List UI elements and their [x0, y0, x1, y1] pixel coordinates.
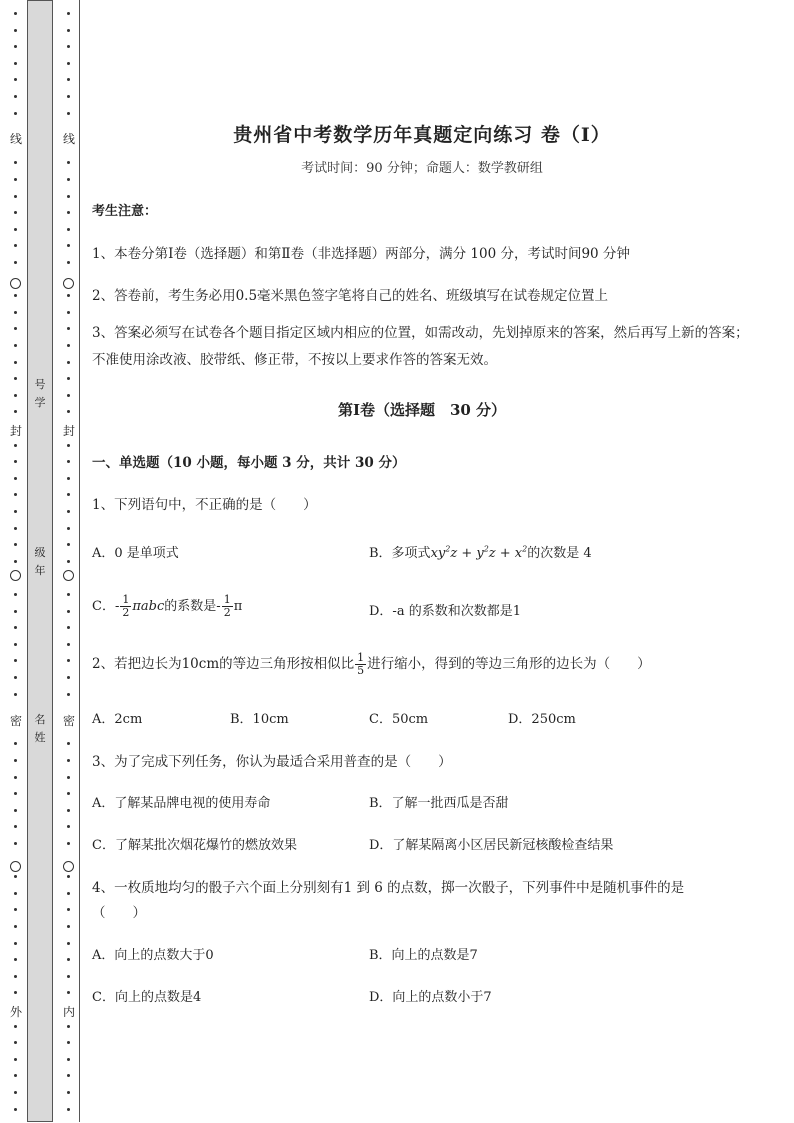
cut-line-dot: [67, 311, 70, 314]
question-2-stem: [92, 652, 651, 677]
cut-line-dot: [67, 925, 70, 928]
cut-line-dot: [14, 1025, 17, 1028]
cut-line-dot: [67, 543, 70, 546]
notice-item-1: 1、本卷分第Ⅰ卷（选择题）和第Ⅱ卷（非选择题）两部分，满分 100 分，考试时间90 分钟: [92, 246, 630, 262]
cut-line-dot: [14, 261, 17, 264]
cut-line-dot: [14, 560, 17, 563]
cut-line-dot: [67, 95, 70, 98]
question-1-option-d: D．-a 的系数和次数都是1: [369, 604, 521, 619]
cut-line-dot: [14, 493, 17, 496]
question-1-option-b: [369, 542, 592, 561]
cut-line-dot: [67, 991, 70, 994]
cut-line-dot: [67, 825, 70, 828]
label-grade-2: 年: [34, 564, 46, 577]
q2-stem-suffix: 进行缩小，得到的等边三角形的边长为（ ）: [367, 656, 651, 672]
cut-line-dot: [14, 1091, 17, 1094]
cut-line-dot: [14, 1041, 17, 1044]
cut-line-dot: [67, 211, 70, 214]
label-name-1: 名: [34, 713, 46, 726]
cut-line-dot: [67, 477, 70, 480]
question-2-option-d: D．250cm: [508, 712, 576, 727]
cut-line-dot: [14, 410, 17, 413]
cut-line-dot: [14, 809, 17, 812]
part-heading: 一、单选题（10 小题，每小题 3 分，共计 30 分）: [92, 455, 406, 471]
cut-line-dot: [67, 244, 70, 247]
cut-line-dot: [14, 327, 17, 330]
cut-line-dot: [67, 410, 70, 413]
cut-line-dot: [14, 510, 17, 513]
question-4-option-c: C．向上的点数是4: [92, 990, 202, 1005]
cut-line-dot: [14, 825, 17, 828]
cut-line-dot: [67, 460, 70, 463]
notice-heading: 考生注意：: [92, 204, 158, 219]
cut-line-dot: [67, 78, 70, 81]
question-4-option-a: A．向上的点数大于0: [92, 948, 214, 963]
label-name-2: 姓: [34, 731, 46, 744]
cut-line-dot: [14, 1058, 17, 1061]
cut-line-dot: [14, 95, 17, 98]
cut-line-dot: [67, 908, 70, 911]
page-title: 贵州省中考数学历年真题定向练习 卷（Ⅰ）: [233, 124, 611, 146]
cut-line-dot: [14, 477, 17, 480]
cut-line-dot: [14, 45, 17, 48]
cut-line-dot: [67, 593, 70, 596]
cut-line-dot: [67, 942, 70, 945]
cut-line-dot: [14, 908, 17, 911]
q1-b-suffix: 的次数是 4: [527, 546, 592, 561]
cut-line-dot: [67, 842, 70, 845]
outer-dotted-cut-line: [9, 0, 23, 1123]
question-4-option-b: B．向上的点数是7: [369, 948, 478, 963]
cut-line-dot: [67, 195, 70, 198]
cut-line-dot: [14, 892, 17, 895]
cut-line-dot: [14, 112, 17, 115]
cut-line-dot: [14, 610, 17, 613]
cut-line-dot: [14, 759, 17, 762]
cut-line-dot: [14, 1108, 17, 1111]
cut-line-dot: [14, 776, 17, 779]
cut-line-dot: [67, 809, 70, 812]
cut-line-dot: [67, 62, 70, 65]
cut-line-dot: [67, 493, 70, 496]
question-4-stem-line-2: （ ）: [92, 905, 146, 921]
notice-item-2: 2、答卷前，考生务必用0.5毫米黑色签字笔将自己的姓名、班级填写在试卷规定位置上: [92, 288, 609, 304]
question-4-stem-line-1: 4、一枚质地均匀的骰子六个面上分别刻有1 到 6 的点数，掷一次骰子，下列事件中是随机事件的是: [92, 880, 685, 896]
cut-line-dot: [14, 991, 17, 994]
cut-line-dot: [14, 294, 17, 297]
label-grade-1: 级: [34, 546, 46, 559]
label-student-no-1: 号: [34, 378, 46, 391]
question-2-option-c: C．50cm: [369, 712, 429, 727]
question-3-option-c: C．了解某批次烟花爆竹的燃放效果: [92, 838, 297, 853]
cut-line-dot: [67, 344, 70, 347]
cut-line-dot: [14, 527, 17, 530]
q2-ratio-fraction: $\frac{1}{5}$: [357, 651, 365, 677]
cut-line-dot: [14, 925, 17, 928]
cut-line-dot: [67, 875, 70, 878]
cut-line-dot: [67, 261, 70, 264]
cut-line-dot: [14, 344, 17, 347]
binding-hole-circle: [63, 570, 74, 581]
cut-line-dot: [67, 1108, 70, 1111]
inner-mark-secret: 密: [62, 714, 75, 728]
question-1-option-c: C．- $\frac{1}{2}$ πabc的系数是- $\frac{1}{2}$ π: [92, 593, 243, 619]
outer-mark-outside: 外: [9, 1005, 22, 1019]
cut-line-dot: [67, 45, 70, 48]
cut-line-dot: [67, 659, 70, 662]
binding-hole-circle: [10, 861, 21, 872]
cut-line-dot: [67, 643, 70, 646]
q1-c-prefix: C．: [92, 599, 115, 614]
cut-line-dot: [14, 593, 17, 596]
cut-line-dot: [14, 228, 17, 231]
cut-line-dot: [14, 211, 17, 214]
binding-hole-circle: [10, 278, 21, 289]
cut-line-dot: [14, 361, 17, 364]
cut-line-dot: [14, 244, 17, 247]
section-title: 第Ⅰ卷（选择题 30 分）: [337, 401, 507, 419]
inner-mark-line: 线: [62, 132, 75, 146]
margin-border-line: [79, 0, 80, 1122]
cut-line-dot: [14, 958, 17, 961]
cut-line-dot: [67, 1058, 70, 1061]
q1-b-prefix: B．多项式: [369, 546, 431, 561]
inner-mark-seal: 封: [62, 424, 75, 438]
cut-line-dot: [67, 1091, 70, 1094]
cut-line-dot: [67, 776, 70, 779]
cut-line-dot: [14, 311, 17, 314]
cut-line-dot: [67, 610, 70, 613]
cut-line-dot: [67, 742, 70, 745]
cut-line-dot: [67, 1041, 70, 1044]
outer-mark-seal: 封: [9, 424, 22, 438]
cut-line-dot: [67, 394, 70, 397]
outer-mark-line: 线: [9, 132, 22, 146]
cut-line-dot: [14, 742, 17, 745]
notice-item-3: 3、答案必须写在试卷各个题目指定区域内相应的位置，如需改动，先划掉原来的答案，然后再写上新的答案；不准使用涂改液、胶带纸、修正带，不按以上要求作答的答案无效。: [92, 325, 749, 368]
cut-line-dot: [14, 693, 17, 696]
cut-line-dot: [14, 12, 17, 15]
cut-line-dot: [67, 792, 70, 795]
cut-line-dot: [14, 875, 17, 878]
cut-line-dot: [67, 892, 70, 895]
exam-info: 考试时间：90 分钟；命题人：数学教研组: [301, 161, 543, 176]
cut-line-dot: [67, 693, 70, 696]
question-3-option-a: A．了解某品牌电视的使用寿命: [92, 796, 271, 811]
cut-line-dot: [67, 161, 70, 164]
cut-line-dot: [14, 676, 17, 679]
inner-dotted-cut-line: [62, 0, 76, 1123]
cut-line-dot: [67, 361, 70, 364]
cut-line-dot: [67, 958, 70, 961]
question-4-option-d: D．向上的点数小于7: [369, 990, 492, 1005]
cut-line-dot: [14, 1074, 17, 1077]
cut-line-dot: [67, 294, 70, 297]
cut-line-dot: [67, 626, 70, 629]
cut-line-dot: [67, 444, 70, 447]
question-1-option-a: A．0 是单项式: [92, 546, 179, 561]
cut-line-dot: [14, 62, 17, 65]
cut-line-dot: [67, 759, 70, 762]
cut-line-dot: [14, 643, 17, 646]
question-3-option-b: B．了解一批西瓜是否甜: [369, 796, 509, 811]
q1-c-fraction-2: $\frac{1}{2}$: [223, 593, 231, 619]
binding-hole-circle: [63, 278, 74, 289]
cut-line-dot: [14, 942, 17, 945]
cut-line-dot: [14, 792, 17, 795]
label-student-no-2: 学: [34, 396, 46, 409]
cut-line-dot: [67, 1074, 70, 1077]
cut-line-dot: [67, 112, 70, 115]
cut-line-dot: [14, 543, 17, 546]
cut-line-dot: [14, 842, 17, 845]
cut-line-dot: [14, 178, 17, 181]
cut-line-dot: [67, 377, 70, 380]
cut-line-dot: [67, 228, 70, 231]
binding-hole-circle: [63, 861, 74, 872]
question-2-option-b: B．10cm: [230, 712, 289, 727]
cut-line-dot: [14, 659, 17, 662]
cut-line-dot: [67, 327, 70, 330]
cut-line-dot: [67, 560, 70, 563]
cut-line-dot: [14, 161, 17, 164]
q2-stem-prefix: 2、若把边长为10cm的等边三角形按相似比: [92, 656, 355, 672]
q1-c-mid: 的系数是: [164, 599, 217, 614]
q1-c-fraction-1: $\frac{1}{2}$: [122, 593, 130, 619]
cut-line-dot: [67, 676, 70, 679]
cut-line-dot: [14, 394, 17, 397]
cut-line-dot: [14, 460, 17, 463]
cut-line-dot: [14, 195, 17, 198]
cut-line-dot: [14, 975, 17, 978]
question-3-option-d: D．了解某隔离小区居民新冠核酸检查结果: [369, 838, 614, 853]
inner-mark-inside: 内: [62, 1005, 75, 1019]
question-1-stem: 1、下列语句中，不正确的是（ ）: [92, 497, 317, 513]
cut-line-dot: [14, 626, 17, 629]
cut-line-dot: [67, 12, 70, 15]
student-info-strip: [27, 0, 53, 1122]
outer-mark-secret: 密: [9, 714, 22, 728]
q1-b-polynomial: $xy^2z + y^2z + x^2$: [430, 544, 528, 561]
question-2-option-a: A．2cm: [92, 712, 143, 727]
question-3-stem: 3、为了完成下列任务，你认为最适合采用普查的是（ ）: [92, 754, 452, 770]
binding-hole-circle: [10, 570, 21, 581]
cut-line-dot: [14, 29, 17, 32]
cut-line-dot: [14, 444, 17, 447]
cut-line-dot: [67, 29, 70, 32]
cut-line-dot: [67, 975, 70, 978]
cut-line-dot: [67, 527, 70, 530]
cut-line-dot: [14, 78, 17, 81]
cut-line-dot: [14, 377, 17, 380]
cut-line-dot: [67, 510, 70, 513]
cut-line-dot: [67, 1025, 70, 1028]
cut-line-dot: [67, 178, 70, 181]
